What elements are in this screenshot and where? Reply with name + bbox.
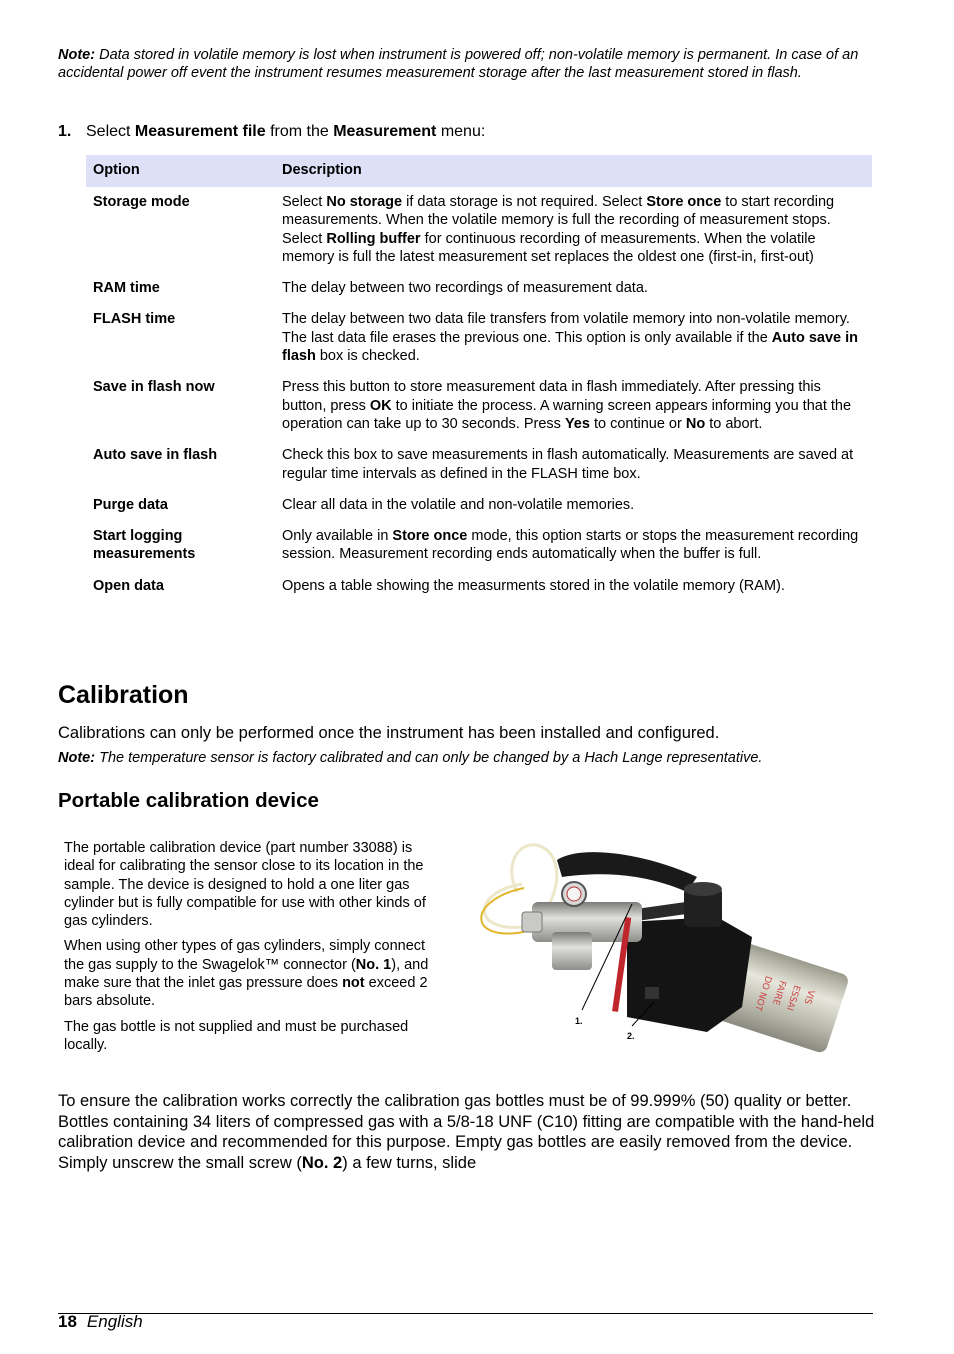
table-row [86,490,872,521]
gauge-face [567,887,581,901]
option-name: Storage mode [93,194,190,210]
step-number: 1. [58,123,72,140]
step-text: menu: [436,123,486,140]
description-bold: Rolling buffer [326,230,421,247]
option-name: Open data [93,577,164,594]
text: ) a few turns, slide [342,1153,477,1172]
table-row [86,521,872,571]
description-bold: Auto save in flash [282,329,859,365]
option-description [275,440,872,490]
description-bold: No [685,415,706,432]
description-text: Check this box to save measurements in flash automatically. Measurements are saved at regular time intervals as defined in the FLASH time box. [282,447,854,482]
option-name: FLASH time [93,311,176,328]
swagelok-connector [522,912,542,932]
options-table [86,155,872,602]
description-bold: Yes [564,415,590,432]
description-bold: Store once [646,194,722,210]
bold-no2: No. 2 [301,1153,343,1172]
section-title-calibration: Calibration [58,681,189,709]
cylinder-label-line: DO NOT [752,974,773,1012]
bold-no1: No. 1 [355,956,392,973]
description-text: to start recording measurements. When the volatile memory is full the recording of measurement stops. Select [282,194,835,247]
description-text: Clear all data in the volatile and non-volatile memories. [282,496,635,513]
table-row [86,304,872,372]
text: ), and make sure that the inlet gas pressure does [64,956,429,992]
calibration-intro: Calibrations can only be performed once the instrument has been installed and configured. [58,724,720,742]
note-text: The temperature sensor is factory calibrated and can only be changed by a Hach Lange representative. [99,750,763,766]
small-screw [645,987,659,999]
table-row [86,571,872,602]
description-text: to continue or [589,415,686,432]
regulator-lower [552,932,592,970]
cylinder-label-line: ESSAI [783,983,802,1012]
table-header-row [86,155,872,187]
cylinder-label-line: FAIRE [769,979,788,1007]
page-number: 18 [58,1312,77,1331]
option-name: Start logging measurements [93,528,196,563]
description-text: to initiate the process. A warning screen appears informing you that the operation can take up to 30 seconds. Press [282,397,852,432]
option-description [275,521,872,571]
description-text: Select [282,194,327,210]
portable-description [64,839,439,1061]
step-1 [58,122,485,142]
table-row [86,273,872,304]
option-name: Auto save in flash [93,447,218,464]
header-option: Option [86,155,275,187]
header-description: Description [275,155,872,187]
table-row [86,187,872,273]
portable-para-1: The portable calibration device (part number 33088) is ideal for calibrating the sensor close to its location in the sample. The device is designed to hold a one liter gas cylinder but is fully compatible for use with other kinds of gas cylinders. [64,840,426,930]
option-name: RAM time [93,280,160,297]
text: When using other types of gas cylinders, simply connect the gas supply to the Swagelok™ connector ( [64,938,426,973]
step-bold-measurement: Measurement [333,123,437,140]
option-name: Save in flash now [93,379,215,396]
option-description [275,490,872,521]
cylinder-label-line: VIS [801,988,816,1006]
description-bold: No storage [326,194,403,210]
option-description [275,571,872,602]
description-text: if data storage is not required. Select [402,194,647,210]
description-text: for continuous recording of measurements. When the volatile memory is full the latest measurement set replaces the oldest one (first-in, first-out) [282,230,816,265]
footer-rule [58,1313,873,1314]
page-footer [58,1312,143,1332]
description-text: to abort. [705,415,763,432]
step-text: Select [86,123,135,140]
note-label: Note: [58,47,96,63]
bold-not: not [342,975,365,992]
table-row [86,440,872,490]
description-text: mode, this option starts or stops the measurement recording session. Measurement recording ends automatically when the buffer is full. [282,528,859,563]
section-title-portable: Portable calibration device [58,789,319,812]
callout-2: 2. [627,1031,635,1041]
description-text: The delay between two recordings of measurement data. [282,280,648,297]
option-description [275,304,872,372]
description-text: box is checked. [315,348,420,365]
calibration-device-image [462,832,862,1054]
description-bold: OK [369,397,392,414]
note-label: Note: [58,750,96,766]
portable-para-3: The gas bottle is not supplied and must be purchased locally. [64,1018,409,1053]
option-description [275,187,872,273]
description-text: Only available in [282,528,393,545]
description-text: Opens a table showing the measurments stored in the volatile memory (RAM). [282,577,785,594]
text: exceed 2 bars absolute. [64,975,428,1010]
note-text: Data stored in volatile memory is lost when instrument is powered off; non-volatile memory is permanent. In case of an accidental power off event the instrument resumes measurement storage after the last measurement stored in flash. [58,47,859,82]
closing-paragraph [58,1091,878,1173]
step-text: from the [265,123,334,140]
calibration-note [58,749,873,767]
top-note [58,46,873,83]
step-bold-measurement-file: Measurement file [134,123,266,140]
callout-1: 1. [575,1016,583,1026]
option-description [275,372,872,440]
description-text: Press this button to store measurement data in flash immediately. After pressing this button, press [282,379,821,414]
description-text: The delay between two data file transfers from volatile memory into non-volatile memory. The last data file erases the previous one. This option is only available if the [282,311,850,346]
option-description [275,273,872,304]
text: To ensure the calibration works correctly the calibration gas bottles must be of 99.999% (50) quality or better. Bottles containing 34 liters of compressed gas with a 5/8-18 UNF (C10) fitting are compatible with the hand-held calibration device and recommended for this purpose. Empty gas bottles are easily removed from the device. Simply unscrew the small screw ( [58,1092,875,1172]
portable-para-2 [64,937,439,1010]
option-name: Purge data [93,496,168,513]
table-row [86,372,872,440]
footer-language: English [86,1312,143,1331]
description-bold: Store once [392,528,468,545]
knob-top [684,882,722,896]
